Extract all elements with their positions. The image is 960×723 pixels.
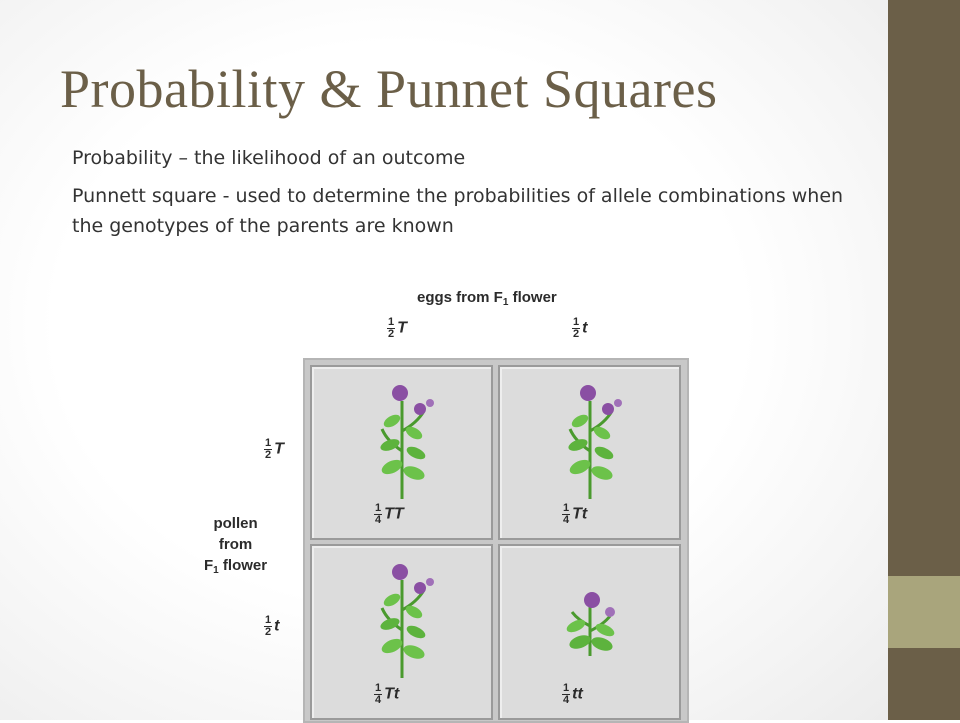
column-header-1-fraction: $\frac{1}{2}$: [388, 316, 395, 340]
pollen-label: pollen from $F_1$ flower: [204, 515, 268, 576]
column-header-1: $\frac{1}{2}$ T: [388, 316, 407, 340]
cell-Tt-top-label: $\frac{1}{4}$ Tt: [563, 502, 588, 526]
cell-Tt-top: [498, 365, 681, 540]
slide-title: Probability & Punnet Squares: [60, 59, 718, 119]
punnett-square-figure: [200, 285, 700, 720]
tall-plant-icon: [362, 381, 442, 501]
bullet-punnett-square: Punnett square - used to determine the probabilities of allele combinations when the genotypes of the parents are known: [72, 185, 844, 237]
cell-Tt-bottom: [310, 544, 493, 720]
eggs-label: eggs from $F_1$ flower: [417, 289, 557, 308]
cell-tt: [498, 544, 681, 720]
cell-TT-fraction: $\frac{1}{4}$: [375, 502, 382, 526]
row-header-2-fraction: $\frac{1}{2}$: [265, 614, 272, 638]
punnett-grid: [303, 358, 689, 723]
cell-Tt-bottom-label: $\frac{1}{4}$ Tt: [375, 682, 400, 706]
row-header-2: $\frac{1}{2}$ t: [265, 614, 280, 638]
tall-plant-icon: [550, 381, 630, 501]
cell-TT-label: $\frac{1}{4}$ TT: [375, 502, 404, 526]
column-header-2-fraction: $\frac{1}{2}$: [573, 316, 580, 340]
row-header-1-fraction: $\frac{1}{2}$: [265, 437, 272, 461]
cell-tt-fraction: $\frac{1}{4}$: [563, 682, 570, 706]
tall-plant-icon: [362, 560, 442, 680]
cell-Tt-bottom-fraction: $\frac{1}{4}$: [375, 682, 382, 706]
short-plant-icon: [550, 586, 630, 666]
cell-TT: [310, 365, 493, 540]
cell-tt-label: $\frac{1}{4}$ tt: [563, 682, 583, 706]
cell-Tt-top-fraction: $\frac{1}{4}$: [563, 502, 570, 526]
row-header-1: $\frac{1}{2}$ T: [265, 437, 284, 461]
side-accent-block: [888, 576, 960, 648]
bullet-probability: Probability – the likelihood of an outcome: [72, 147, 466, 169]
column-header-2: $\frac{1}{2}$ t: [573, 316, 588, 340]
slide-body: [72, 143, 872, 249]
